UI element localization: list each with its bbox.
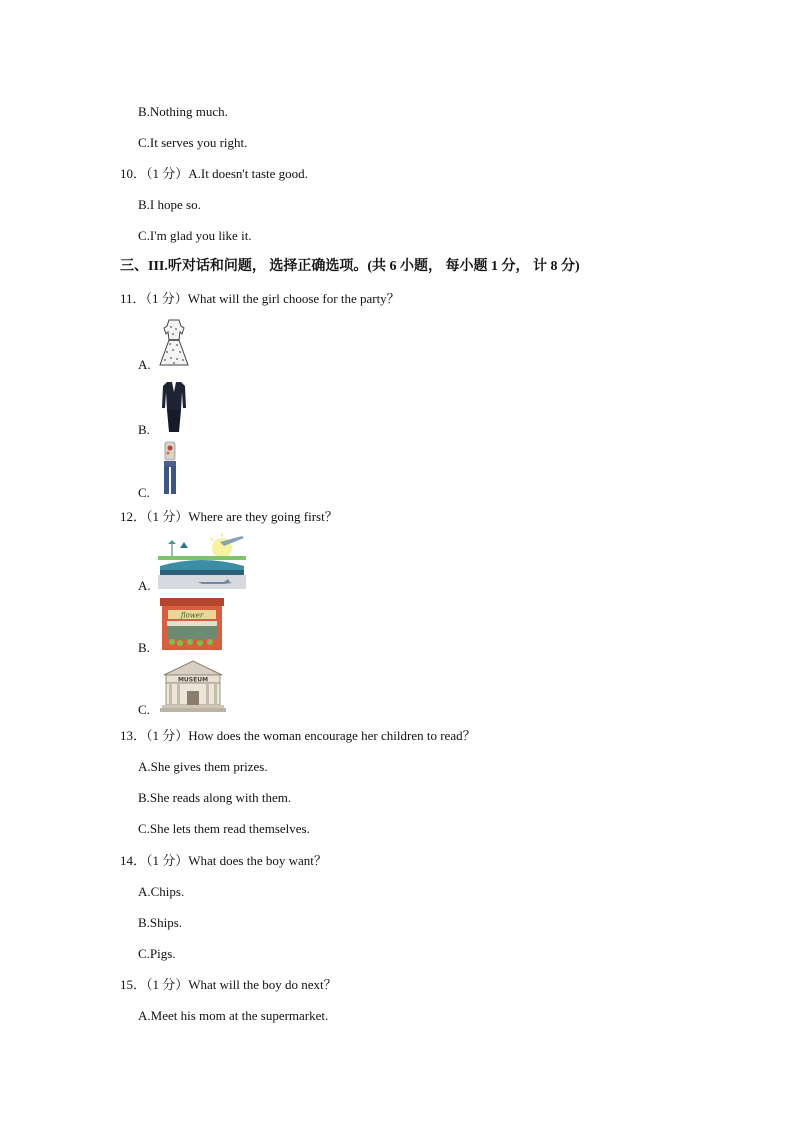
- q12-option-c-label: C.: [138, 702, 150, 717]
- q14-option-c: C.Pigs.: [138, 946, 176, 961]
- q10-option-b: B.I hope so.: [138, 197, 201, 212]
- suit-image: [158, 380, 190, 434]
- q14-stem: 14．（1 分）What does the boy want？: [120, 853, 327, 868]
- q11-stem: 11．（1 分）What will the girl choose for the party？: [120, 291, 400, 306]
- q12-option-a-label: A.: [138, 578, 151, 593]
- casual-outfit-image: [161, 440, 179, 496]
- q11-option-c-label: C.: [138, 485, 150, 500]
- q14-option-b: B.Ships.: [138, 915, 183, 930]
- q13-option-c: C.She lets them read themselves.: [138, 821, 310, 836]
- q13-option-a: A.She gives them prizes.: [138, 759, 268, 774]
- museum-sign: MUSEUM: [177, 676, 209, 684]
- q9-option-c: C.It serves you right.: [138, 135, 248, 150]
- q15-option-a: A.Meet his mom at the supermarket.: [138, 1008, 329, 1023]
- q14-option-a: A.Chips.: [138, 884, 185, 899]
- q15-stem: 15．（1 分）What will the boy do next？: [120, 977, 337, 992]
- section-heading: 三、III.听对话和问题， 选择正确选项。(共 6 小题， 每小题 1 分， 计 8 分): [120, 259, 580, 274]
- dress-image: [158, 318, 190, 368]
- museum-image: [160, 659, 226, 713]
- q12-option-b-label: B.: [138, 640, 150, 655]
- q13-option-b: B.She reads along with them.: [138, 790, 292, 805]
- flower-shop-image: [160, 598, 224, 650]
- q12-stem: 12．（1 分）Where are they going first？: [120, 509, 338, 524]
- q9-option-b: B.Nothing much.: [138, 104, 228, 119]
- q10-option-c: C.I'm glad you like it.: [138, 228, 252, 243]
- flower-shop-sign: flower: [180, 611, 204, 620]
- airport-image: [158, 532, 246, 592]
- q13-stem: 13．（1 分）How does the woman encourage her children to read？: [120, 728, 476, 743]
- q11-option-a-label: A.: [138, 357, 151, 372]
- q10-stem: 10．（1 分）A.It doesn't taste good.: [120, 166, 308, 181]
- q11-option-b-label: B.: [138, 422, 150, 437]
